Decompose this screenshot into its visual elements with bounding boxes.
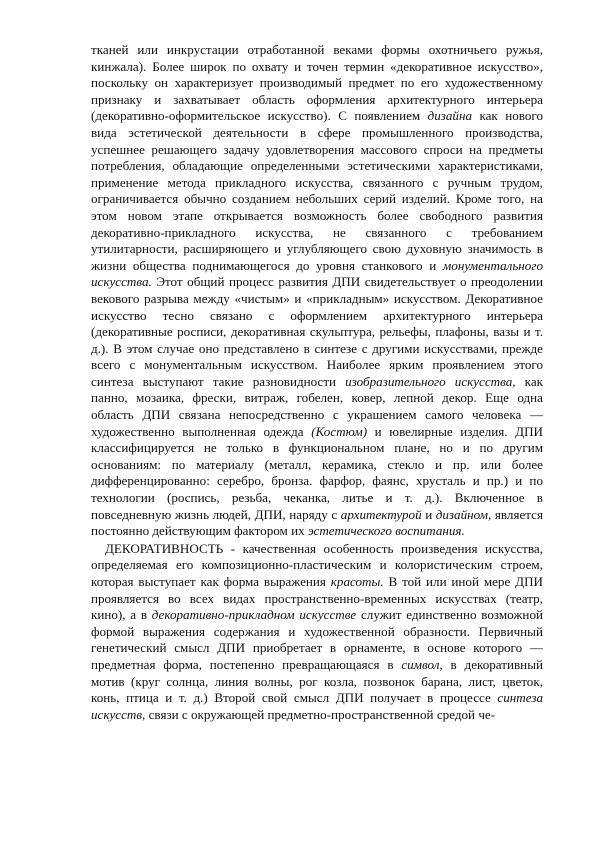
italic-term: дизайна [427,108,473,124]
italic-term: эстетического воспитания. [307,523,465,539]
italic-term: синтеза искусств, [91,690,543,722]
text-run: в декоративный мотив (круг солнца, линия волны, рог козла, позвонок барана, лист, цветок, конь, птица и т. д.) Второй свой смысл ДПИ получает в процессе [91,656,543,706]
text-run: как панно, мозаика, фрески, витраж, гобелен, ковер, лепной декор. Еще одна область ДПИ связана непосредственно с украшением самого человека — художественно выполненная одежда [91,373,543,439]
text-run: Этот общий процесс развития ДПИ свидетельствует о преодолении векового разрыва между «чистым» и «прикладным» искусством. Декоративное искусство тесно связано с оформлением архитектурного интерьера (декоративные росписи, декоративная скульптура, рельефы, плафоны, вазы и т. д.). В этом случае оно представлено в синтезе с другими искусствами, прежде всего с монументальным искусством. Наиболее ярким проявлением этого синтеза выступают такие разновидности [91,274,543,389]
italic-term: символ, [401,656,443,672]
italic-term: (Костюм) [311,423,368,439]
text-run: является постоянно действующим фактором их [91,506,543,539]
text-run: В той или иной мере ДПИ проявляется во всех видах пространственно-временных искусствах (театр, кино), а в [91,574,543,623]
text-run: служит единственно возможной формой выражения содержания и художественной образности. Первичный генетический смысл ДПИ приобретает в орнаменте, в основе которого — предметная форма, постепенно превращающаяся в [91,607,543,672]
italic-term: монументального искусства. [91,257,543,290]
body-paragraph [91,42,543,540]
italic-term: красоты. [330,574,384,589]
text-run: и [421,506,436,522]
document-page [91,42,543,723]
italic-term: декоративно-прикладном искусстве [151,607,357,623]
text-run: и ювелирные изделия. ДПИ классифицируется не только в функциональном плане, но и по другим основаниям: по материалу (металл, керамика, стекло и пр. или более дифференцированно: серебро, бронза. фарфор, фаянс, хрусталь и пр.) и по технологии (роспись, резьба, чеканка, литье и т. д.). Включенное в повседневную жизнь людей, ДПИ, наряду с [91,423,543,522]
text-run: тканей или инкрустации отработанной веками формы охотничьего ружья, кинжала). Более широк по охвату и точен термин «декоративное искусство», поскольку он характеризует производимый предмет по его художественному признаку и захватывает область оформления архитектурного интерьера (декоративно-оформительское искусство). С появлением [91,42,543,124]
body-paragraph [91,541,543,724]
italic-term: дизайном, [435,506,492,522]
italic-term: изобразительного искусства, [345,373,516,389]
text-run: ДЕКОРАТИВНОСТЬ - качественная особенность произведения искусства, определяемая его композиционно-пластическим и колористическим строем, которая выступает как форма выражения [91,540,543,589]
text-run: как нового вида эстетической деятельности в сфере промышленного производства, успешнее решающего задачу удовлетворения массового спроси на предметы потребления, обладающие определенными эстетическими характеристиками, применение метода прикладного искусства, связанного с ручным трудом, ограничивается обычно созданием небольших серий изделий. Кроме того, на этом новом этапе открывается возможность более свободного развития декоративно-прикладного искусства, не связанного с требованием утилитарности, расширяющего и углубляющего свою духовную значимость в жизни общества поднимающегося до уровня станкового и [91,108,544,273]
italic-term: архитектурой [340,506,422,522]
text-run: связи с окружающей предметно-пространственной средой че- [145,706,496,722]
